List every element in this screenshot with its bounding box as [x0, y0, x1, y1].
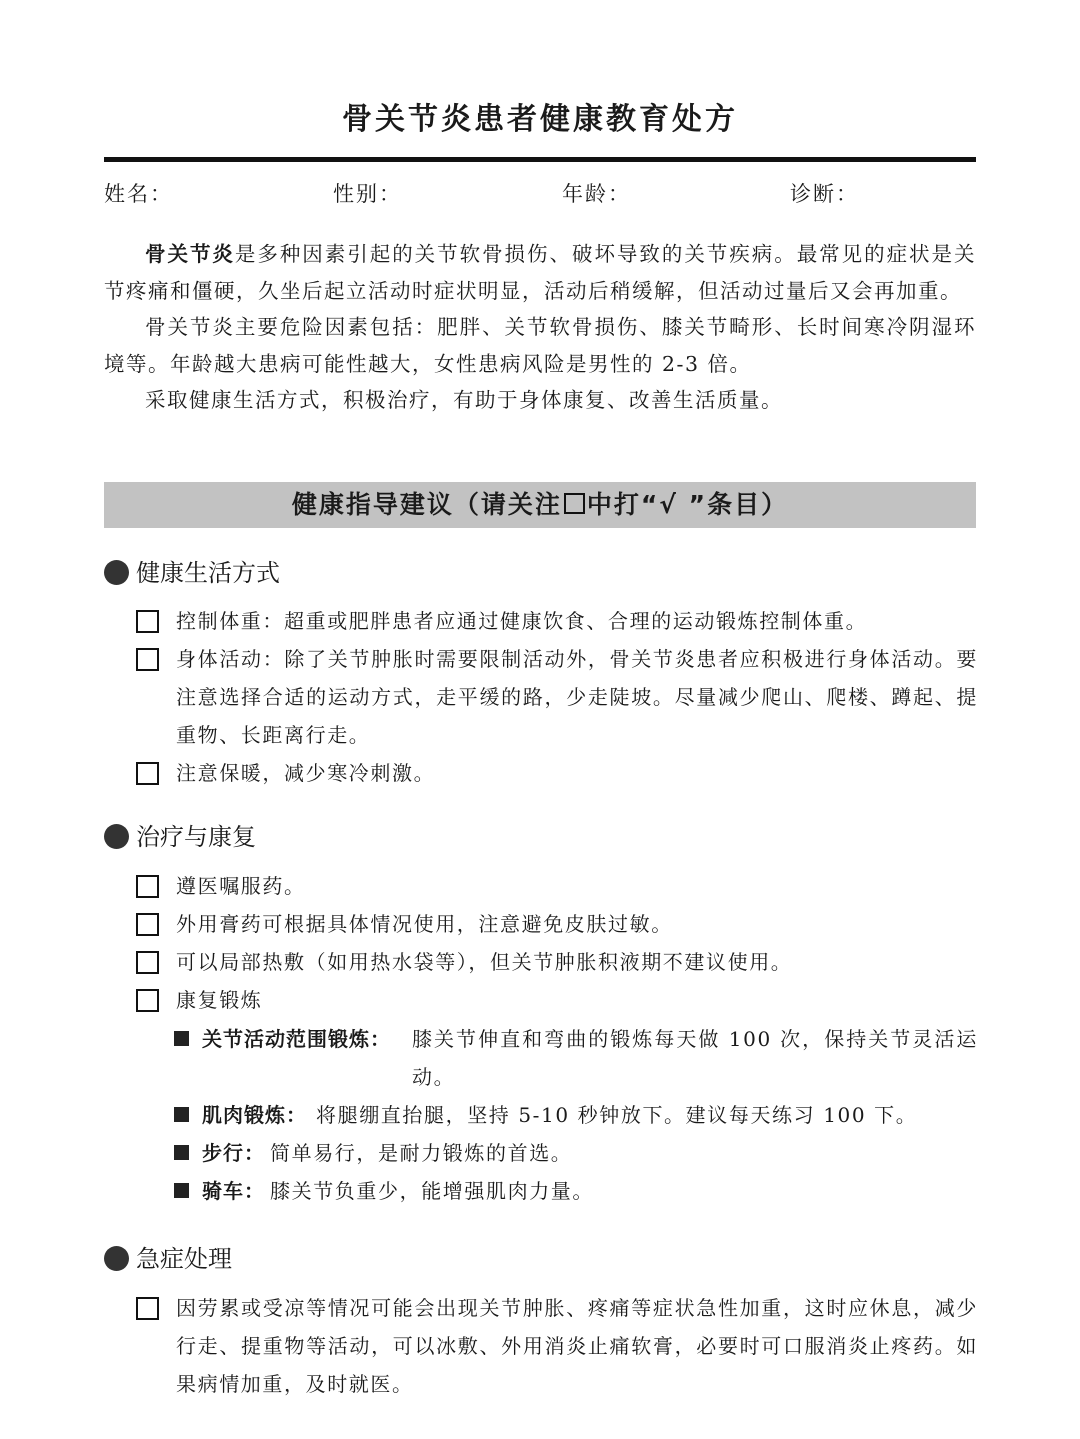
- item-checkbox[interactable]: [136, 875, 159, 898]
- intro-term: 骨关节炎: [145, 242, 235, 266]
- guidance-banner: [104, 482, 976, 528]
- item-text: 注意保暖，减少寒冷刺激。: [176, 761, 436, 785]
- item-checkbox[interactable]: [136, 610, 159, 633]
- item-text: 外用膏药可根据具体情况使用，注意避免皮肤过敏。: [176, 912, 673, 936]
- intro-text: [104, 236, 976, 419]
- item-text: 遵医嘱服药。: [176, 874, 306, 898]
- item-checkbox[interactable]: [136, 989, 159, 1012]
- square-bullet-icon: [174, 1145, 189, 1160]
- exercise-description: 膝关节负重少，能增强肌肉力量。: [270, 1179, 594, 1203]
- checklist-item: [136, 640, 978, 754]
- patient-info-row: [104, 176, 976, 212]
- checklist-item: [136, 867, 978, 905]
- item-text: 因劳累或受凉等情况可能会出现关节肿胀、疼痛等症状急性加重，这时应休息，减少行走、提重物等活动，可以冰敷、外用消炎止痛软膏，必要时可口服消炎止疼药。如果病情加重，及时就医。: [176, 1296, 978, 1396]
- bullet-dot-icon: [104, 1246, 129, 1271]
- banner-text-start: 健康指导建议（请关注: [291, 490, 562, 519]
- item-checkbox[interactable]: [136, 913, 159, 936]
- item-checkbox[interactable]: [136, 762, 159, 785]
- checklist-item: [136, 943, 978, 981]
- checkbox-icon: [564, 493, 585, 514]
- checklist-item: [136, 905, 978, 943]
- intro-paragraph-3: 采取健康生活方式，积极治疗，有助于身体康复、改善生活质量。: [145, 388, 783, 412]
- intro-paragraph-2: 骨关节炎主要危险因素包括：肥胖、关节软骨损伤、膝关节畸形、长时间寒冷阴湿环境等。年龄越大患病可能性越大，女性患病风险是男性的 2-3 倍。: [104, 315, 976, 376]
- exercise-description: 膝关节伸直和弯曲的锻炼每天做 100 次，保持关节灵活运动。: [412, 1027, 978, 1089]
- intro-paragraph-1: [104, 236, 976, 309]
- exercise-name: 骑车：: [202, 1179, 265, 1203]
- item-checkbox[interactable]: [136, 951, 159, 974]
- square-bullet-icon: [174, 1183, 189, 1198]
- section-title-emergency: 急症处理: [136, 1245, 232, 1273]
- item-text: 身体活动：除了关节肿胀时需要限制活动外，骨关节炎患者应积极进行身体活动。要注意选择合适的运动方式，走平缓的路，少走陡坡。尽量减少爬山、爬楼、蹲起、提重物、长距离行走。: [176, 647, 978, 747]
- section-title-treatment: 治疗与康复: [136, 823, 256, 851]
- name-field-label: 姓名：: [104, 182, 173, 206]
- banner-text-end: 中打“√ ”条目）: [586, 490, 789, 519]
- checklist-item: [136, 754, 978, 792]
- exercise-description: 简单易行，是耐力锻炼的首选。: [270, 1141, 573, 1165]
- square-bullet-icon: [174, 1107, 189, 1122]
- item-checkbox[interactable]: [136, 1297, 159, 1320]
- exercise-item: [174, 1172, 978, 1210]
- age-field-label: 年龄：: [562, 182, 631, 206]
- diagnosis-field-label: 诊断：: [790, 182, 859, 206]
- intro-paragraph-1-text: 是多种因素引起的关节软骨损伤、破坏导致的关节疾病。最常见的症状是关节疼痛和僵硬，久坐后起立活动时症状明显，活动后稍缓解，但活动过量后又会再加重。: [104, 242, 976, 303]
- exercise-item: [174, 1096, 978, 1134]
- item-text: 可以局部热敷（如用热水袋等），但关节肿胀积液期不建议使用。: [176, 950, 793, 974]
- gender-field-label: 性别：: [333, 182, 402, 206]
- checklist-item: [136, 1289, 978, 1403]
- checklist-item: [136, 981, 978, 1019]
- bullet-dot-icon: [104, 560, 129, 585]
- bullet-dot-icon: [104, 824, 129, 849]
- page-title: 骨关节炎患者健康教育处方: [342, 102, 738, 137]
- item-checkbox[interactable]: [136, 648, 159, 671]
- exercise-item: [174, 1020, 978, 1096]
- exercise-item: [174, 1134, 978, 1172]
- exercise-name: 肌肉锻炼：: [202, 1103, 307, 1127]
- item-text: 康复锻炼: [176, 988, 263, 1012]
- square-bullet-icon: [174, 1031, 189, 1046]
- exercise-description: 将腿绷直抬腿，坚持 5-10 秒钟放下。建议每天练习 100 下。: [316, 1103, 918, 1127]
- section-title-lifestyle: 健康生活方式: [136, 559, 280, 587]
- exercise-name: 关节活动范围锻炼：: [202, 1027, 391, 1051]
- exercise-name: 步行：: [202, 1141, 265, 1165]
- item-text: 控制体重：超重或肥胖患者应通过健康饮食、合理的运动锻炼控制体重。: [176, 609, 868, 633]
- title-divider: [104, 157, 976, 162]
- checklist-item: [136, 602, 978, 640]
